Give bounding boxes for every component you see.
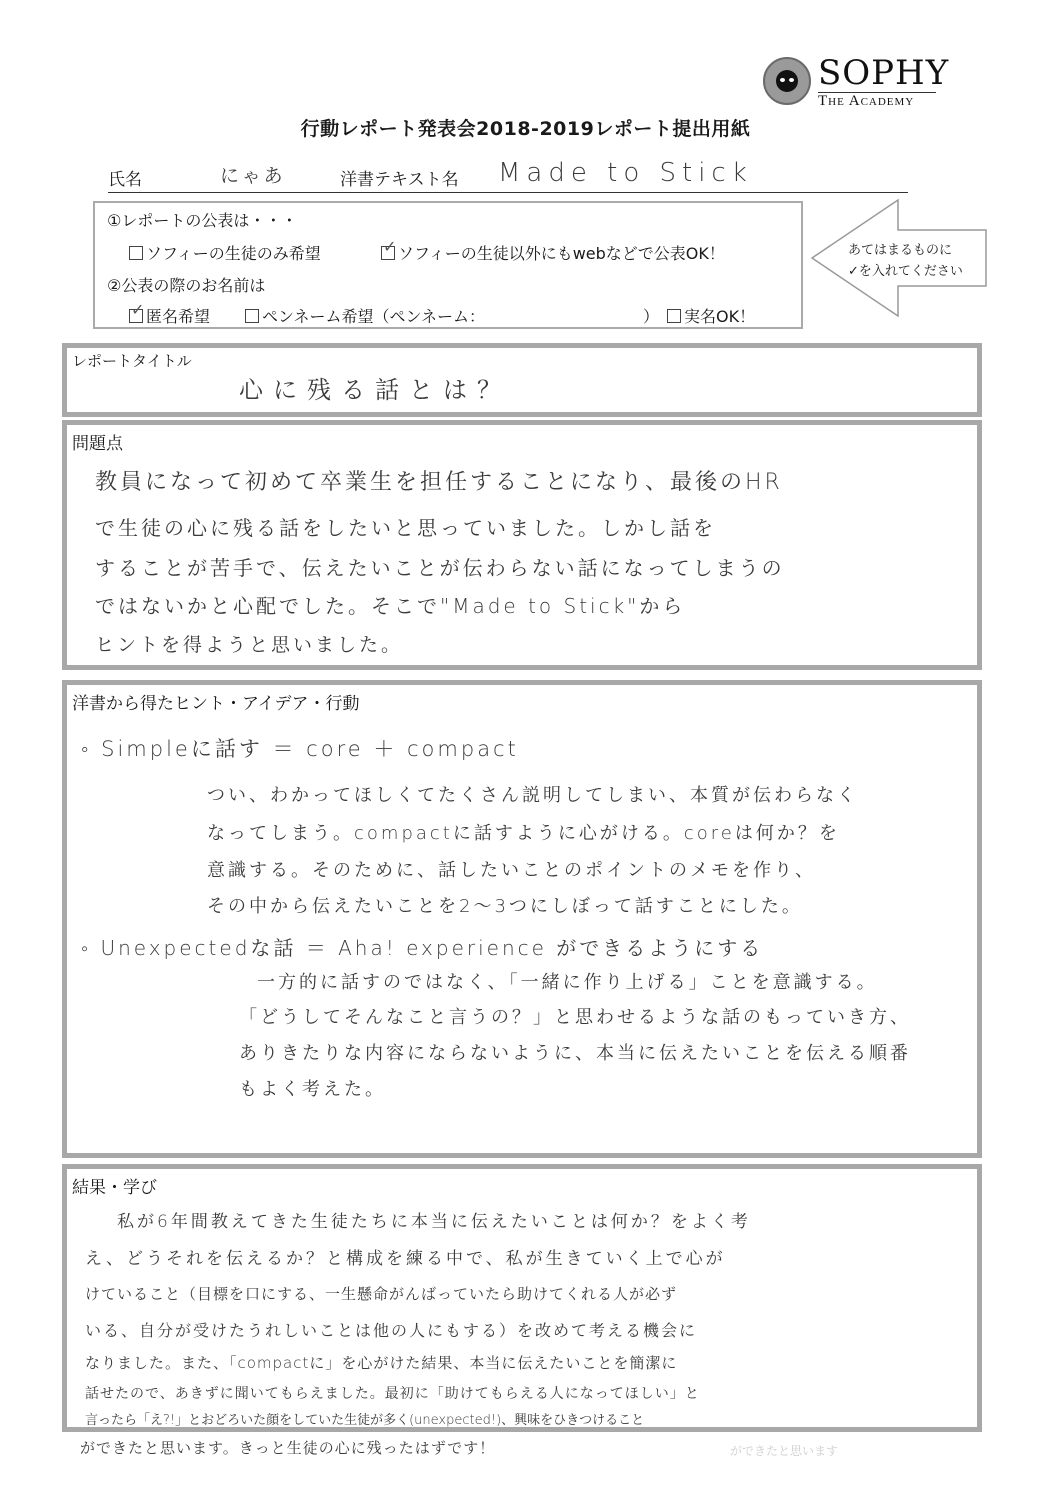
q1-option-students-only[interactable]: ソフィーの生徒のみ希望 — [129, 241, 321, 264]
cat-emblem-icon — [763, 57, 811, 105]
hint-bullet-simple: ◦ Simpleに話す ＝ core ＋ compact — [81, 737, 519, 761]
problem-line: ヒントを得ようと思いました。 — [95, 634, 404, 656]
logo-wordmark: SOPHY — [818, 53, 950, 93]
problem-label: 問題点 — [72, 434, 123, 454]
checkbox-students-only[interactable] — [129, 246, 143, 260]
results-label: 結果・学び — [72, 1178, 157, 1198]
checkbox-penname[interactable] — [245, 309, 259, 323]
results-line: 私が6年間教えてきた生徒たちに本当に伝えたいことは何か？をよく考 — [117, 1212, 751, 1232]
hints-label: 洋書から得たヒント・アイデア・行動 — [72, 694, 360, 714]
results-line: けていること（目標を口にする、一生懸命がんばっていたら助けてくれる人が必ず — [85, 1285, 678, 1303]
hint-line: なってしまう。compactに話すように心がける。coreは何か？を — [207, 823, 840, 844]
q2-option-anonymous[interactable]: ✓匿名希望 — [129, 304, 210, 327]
results-line: 言ったら「え?!」とおどろいた顔をしていた生徒が多く(unexpected!)、興味をひきつけること — [85, 1413, 645, 1428]
penname-close-paren: ） — [643, 307, 660, 326]
report-title-section — [62, 343, 982, 417]
problem-line: ではないかと心配でした。そこで"Made to Stick"から — [95, 594, 686, 618]
book-field[interactable]: Made to Stick — [498, 158, 753, 188]
hint-line: もよく考えた。 — [239, 1079, 386, 1100]
hint-line: つい、わかってほしくてたくさん説明してしまい、本質が伝わらなく — [207, 785, 858, 806]
hint-bullet-unexpected: ◦ Unexpectedな話 ＝ Aha! experience ができるようにする — [81, 936, 764, 960]
checkbox-anonymous[interactable] — [129, 309, 143, 323]
checkbox-public-web[interactable] — [381, 246, 395, 260]
problem-line: 教員になって初めて卒業生を担任することになり、最後のHR — [95, 470, 783, 495]
name-row — [108, 160, 908, 193]
q2-option-realname[interactable]: 実名OK！ — [667, 304, 755, 327]
name-field[interactable]: にゃあ — [220, 165, 286, 187]
report-title-label: レポートタイトル — [72, 352, 192, 370]
checkbox-realname[interactable] — [667, 309, 681, 323]
hint-line: 「どうしてそんなこと言うの？」と思わせるような話のもっていき方、 — [239, 1007, 911, 1028]
q2-label: ②公表の際のお名前は — [107, 276, 266, 295]
hint-line: その中から伝えたいことを2〜3つにしぼって話すことにした。 — [207, 896, 803, 917]
document-title: 行動レポート発表会2018-2019レポート提出用紙 — [300, 118, 751, 140]
results-line: え、どうそれを伝えるか？と構成を練る中で、私が生きていく上で心が — [85, 1249, 726, 1269]
instruction-text: あてはまるものに ✓を入れてください — [848, 243, 963, 279]
name-label: 氏名 — [108, 170, 142, 190]
problem-section — [62, 420, 982, 670]
publication-options — [93, 201, 803, 329]
logo-subtitle: The Academy — [818, 93, 915, 109]
results-line: 話せたので、あきずに聞いてもらえました。最初に「助けてもらえる人になってほしい」と — [85, 1386, 700, 1402]
q1-label: ①レポートの公表は・・・ — [107, 211, 298, 230]
results-line: なりました。また、「compactに」を心がけた結果、本当に伝えたいことを簡潔に — [85, 1354, 678, 1372]
problem-line: で生徒の心に残る話をしたいと思っていました。しかし話を — [95, 516, 716, 540]
hint-line: 意識する。そのために、話したいことのポイントのメモを作り、 — [207, 860, 816, 881]
results-line: いる、自分が受けたうれしいことは他の人にもする）を改めて考える機会に — [85, 1321, 698, 1340]
report-title-field[interactable]: 心に残る話とは？ — [239, 376, 511, 404]
hints-section — [62, 680, 982, 1158]
q1-option-public-web[interactable]: ✓ ソフィーの生徒以外にもwebなどで公表OK！ — [381, 241, 725, 264]
sophy-logo — [760, 55, 960, 115]
hint-line: 一方的に話すのではなく、「一緒に作り上げる」ことを意識する。 — [257, 972, 878, 993]
problem-line: することが苦手で、伝えたいことが伝わらない話になってしまうの — [95, 556, 785, 580]
book-label: 洋書テキスト名 — [340, 170, 459, 190]
results-line-overflow: ができたと思います。きっと生徒の心に残ったはずです！ — [80, 1439, 496, 1457]
bleed-through-text: ができたと思います — [730, 1444, 839, 1458]
results-section — [62, 1164, 982, 1432]
q2-option-penname[interactable]: ペンネーム希望（ペンネーム： — [245, 304, 485, 327]
hint-line: ありきたりな内容にならないように、本当に伝えたいことを伝える順番 — [239, 1043, 911, 1064]
